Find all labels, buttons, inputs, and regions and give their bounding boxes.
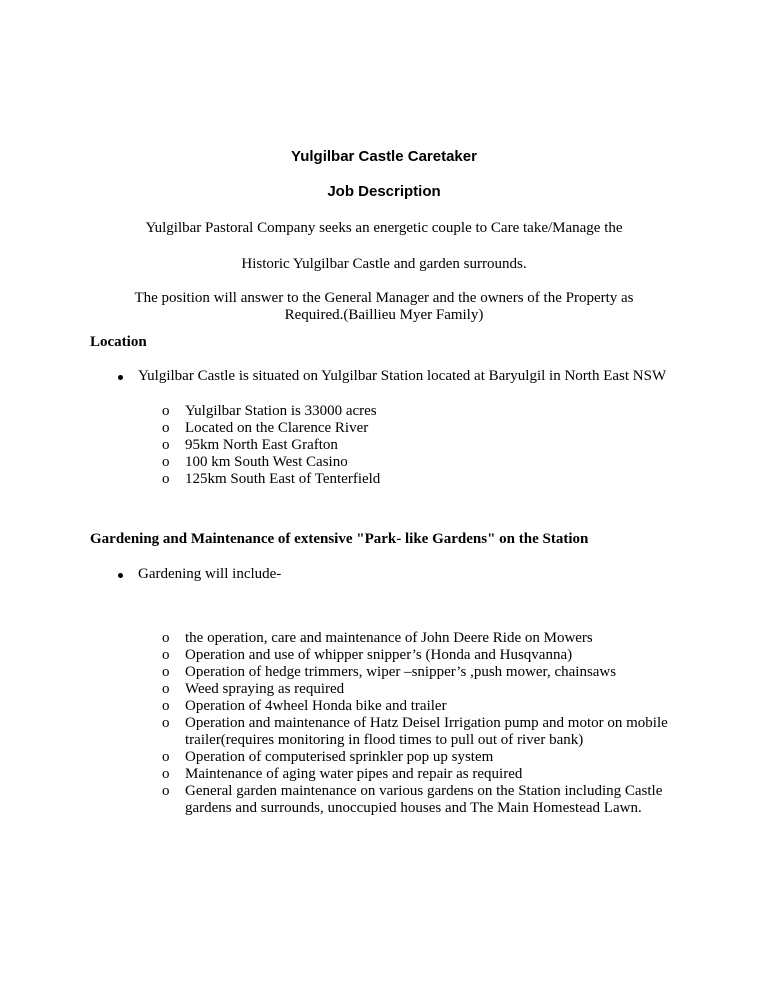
- intro-line-3: The position will answer to the General Manager and the owners of the Property as Required.(Baillieu Myer Family): [134, 290, 634, 323]
- list-item: Yulgilbar Station is 33000 acres: [185, 403, 377, 419]
- list-marker: o: [162, 403, 170, 419]
- list-item: 95km North East Grafton: [185, 437, 338, 453]
- list-item: Operation of 4wheel Honda bike and trailer: [185, 698, 447, 714]
- gardening-bullet-text: Gardening will include-: [138, 566, 282, 582]
- gardening-heading: Gardening and Maintenance of extensive "Park- like Gardens" on the Station: [90, 531, 589, 547]
- list-marker: o: [162, 749, 170, 765]
- list-marker: o: [162, 454, 170, 470]
- list-marker: o: [162, 420, 170, 436]
- list-item: Maintenance of aging water pipes and repair as required: [185, 766, 523, 782]
- intro-line-1: Yulgilbar Pastoral Company seeks an energetic couple to Care take/Manage the: [145, 220, 623, 236]
- gardening-bullet-dot: [118, 573, 123, 578]
- list-marker: o: [162, 715, 170, 731]
- list-marker: o: [162, 630, 170, 646]
- location-bullet-text: Yulgilbar Castle is situated on Yulgilbar Station located at Baryulgil in North East NSW: [138, 368, 667, 384]
- list-item: Weed spraying as required: [185, 681, 345, 697]
- list-item: Operation and use of whipper snipper’s (Honda and Husqvanna): [185, 647, 573, 663]
- list-item: 125km South East of Tenterfield: [185, 471, 381, 487]
- list-marker: o: [162, 664, 170, 680]
- list-item: General garden maintenance on various gardens on the Station including Castle gardens and surrounds, unoccupied houses and The Main Homestead Lawn.: [185, 783, 663, 816]
- list-item: Located on the Clarence River: [185, 420, 369, 436]
- location-heading: Location: [90, 334, 147, 350]
- document-subtitle: Job Description: [327, 183, 441, 200]
- intro-line-2: Historic Yulgilbar Castle and garden surrounds.: [241, 256, 527, 272]
- list-item: Operation of hedge trimmers, wiper –snipper’s ,push mower, chainsaws: [185, 664, 617, 680]
- list-marker: o: [162, 698, 170, 714]
- list-item: 100 km South West Casino: [185, 454, 348, 470]
- list-item: Operation and maintenance of Hatz Deisel Irrigation pump and motor on mobile trailer(requires monitoring in flood times to pull out of river bank): [185, 715, 668, 748]
- list-item: Operation of computerised sprinkler pop up system: [185, 749, 494, 765]
- list-marker: o: [162, 471, 170, 487]
- list-item: the operation, care and maintenance of John Deere Ride on Mowers: [185, 630, 593, 646]
- list-marker: o: [162, 437, 170, 453]
- list-marker: o: [162, 783, 170, 799]
- list-marker: o: [162, 647, 170, 663]
- list-marker: o: [162, 766, 170, 782]
- location-bullet-dot: [118, 375, 123, 380]
- list-marker: o: [162, 681, 170, 697]
- document-title: Yulgilbar Castle Caretaker: [291, 148, 477, 165]
